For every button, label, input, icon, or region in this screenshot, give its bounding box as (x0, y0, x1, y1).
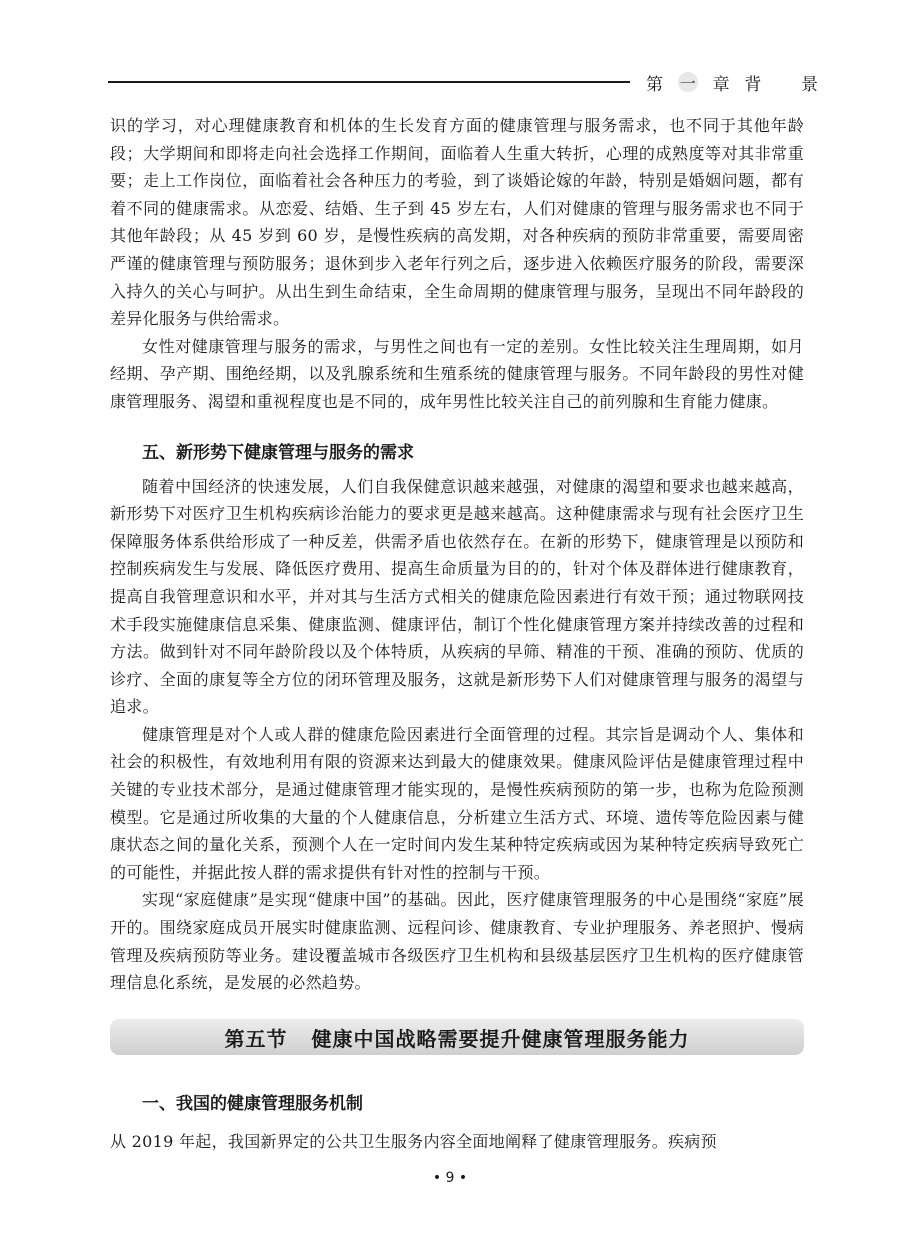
paragraph: 从 2019 年起，我国新界定的公共卫生服务内容全面地阐释了健康管理服务。疾病预 (110, 1132, 717, 1151)
chapter-number-badge: 一 (679, 73, 696, 93)
section-banner (110, 1019, 804, 1055)
section-title: 健康中国战略需要提升健康管理服务能力 (311, 1026, 690, 1051)
chapter-char: 背 (744, 74, 762, 95)
chapter-char: 章 (712, 74, 730, 95)
chapter-char: 景 (800, 74, 818, 95)
section-number: 第五节 (224, 1026, 288, 1051)
chapter-char: 第 (646, 74, 663, 95)
paragraph: 健康管理是对个人或人群的健康危险因素进行全面管理的过程。其宗旨是调动个人、集体和社会的积极性，有效地利用有限的资源来达到最大的健康效果。健康风险评估是健康管理过程中关键的专业技术部分，是通过健康管理才能实现的，是慢性疾病预防的第一步，也称为危险预测模型。它是通过所收集的大量的个人健康信息，分析建立生活方式、环境、遗传等危险因素与健康状态之间的量化关系，预测个人在一定时间内发生某种特定疾病或因为某种特定疾病导致死亡的可能性，并据此按人群的需求提供有针对性的控制与干预。 (110, 724, 804, 882)
paragraph: 实现“家庭健康”是实现“健康中国”的基础。因此，医疗健康管理服务的中心是围绕“家庭”展开的。围绕家庭成员开展实时健康监测、远程问诊、健康教育、专业护理服务、养老照护、慢病管理及疾病预防等业务。建设覆盖城市各级医疗卫生机构和县级基层医疗卫生机构的医疗健康管理信息化系统，是发展的必然趋势。 (110, 890, 804, 993)
subsection-heading: 一、我国的健康管理服务机制 (142, 1094, 363, 1114)
header-rule (108, 81, 630, 83)
subsection-body (110, 1090, 804, 1156)
paragraph: 随着中国经济的快速发展，人们自我保健意识越来越强，对健康的渴望和要求也越来越高，新形势下对医疗卫生机构疾病诊治能力的要求更是越来越高。这种健康需求与现有社会医疗卫生保障服务体系供给形成了一种反差，供需矛盾也依然存在。在新的形势下，健康管理是以预防和控制疾病发生与发展、降低医疗费用、提高生命质量为目的的，针对个体及群体进行健康教育，提高自我管理意识和水平，并对其与生活方式相关的健康危险因素进行有效干预；通过物联网技术手段实施健康信息采集、健康监测、健康评估，制订个性化健康管理方案并持续改善的过程和方法。做到针对不同年龄阶段以及个体特质，从疾病的早筛、精准的干预、准确的预防、优质的诊疗、全面的康复等全方位的闭环管理及服务，这就是新形势下人们对健康管理与服务的渴望与追求。 (110, 476, 804, 717)
section-heading: 五、新形势下健康管理与服务的需求 (142, 442, 414, 463)
paragraph: 女性对健康管理与服务的需求，与男性之间也有一定的差别。女性比较关注生理周期，如月经期、孕产期、围绝经期，以及乳腺系统和生殖系统的健康管理与服务。不同年龄段的男性对健康管理服务、渴望和重视程度也是不同的，成年男性比较关注自己的前列腺和生育能力健康。 (110, 336, 804, 411)
page-number: • 9 • (432, 1170, 468, 1186)
chapter-label (646, 66, 818, 98)
page-body (110, 112, 804, 997)
paragraph: 识的学习，对心理健康教育和机体的生长发育方面的健康管理与服务需求，也不同于其他年龄段；大学期间和即将走向社会选择工作期间，面临着人生重大转折，心理的成熟度等对其非常重要；走上工作岗位，面临着社会各种压力的考验，到了谈婚论嫁的年龄，特别是婚姻问题，都有着不同的健康需求。从恋爱、结婚、生子到 45 岁左右，人们对健康的管理与服务需求也不同于其他年龄段；从 45 岁到 60 岁，是慢性疾病的高发期，对各种疾病的预防非常重要，需要周密严谨的健康管理与预防服务；退休到步入老年行列之后，逐步进入依赖医疗服务的阶段，需要深入持久的关心与呵护。从出生到生命结束，全生命周期的健康管理与服务，呈现出不同年龄段的差异化服务与供给需求。 (110, 116, 804, 329)
running-header (108, 66, 818, 98)
